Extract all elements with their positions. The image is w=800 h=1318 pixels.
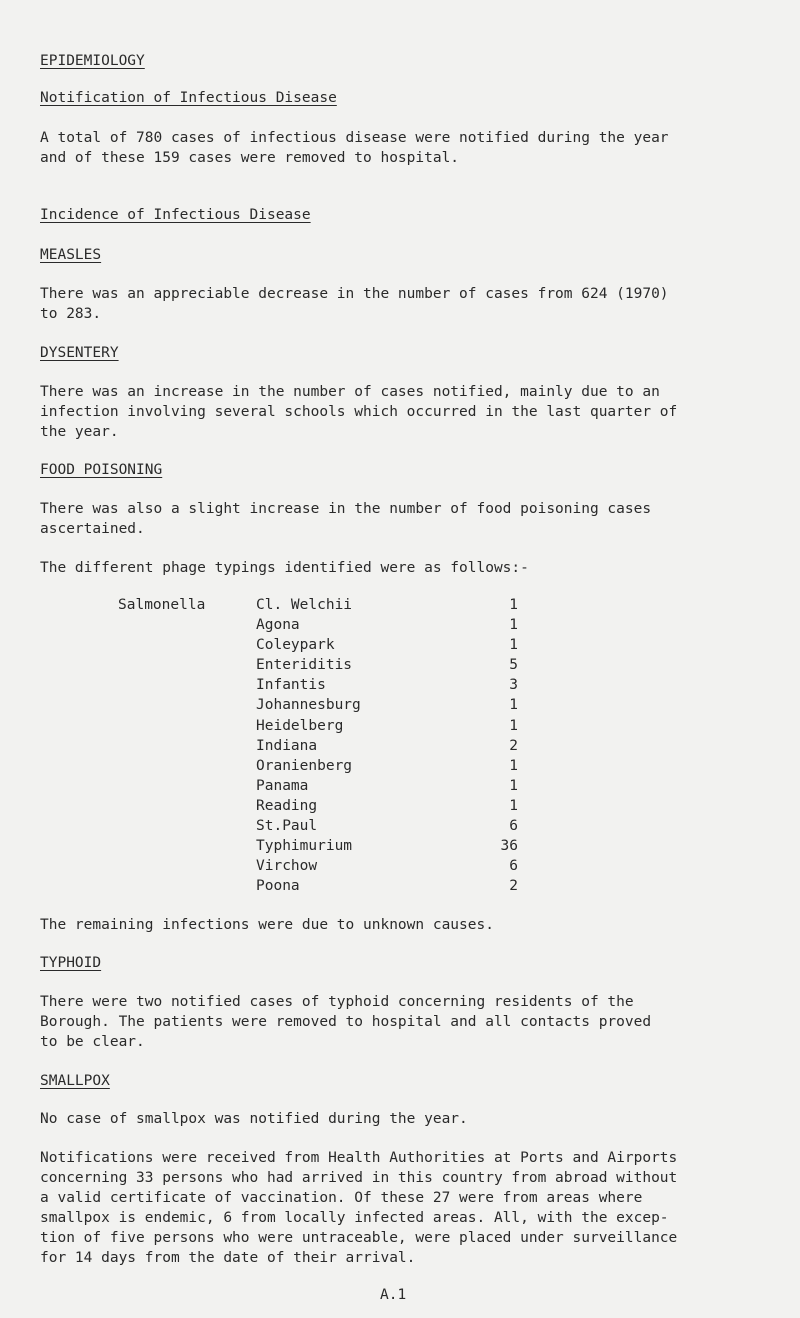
typing-name: Virchow	[256, 858, 318, 875]
typing-count: 2	[509, 878, 518, 895]
text-line: a valid certificate of vaccination. Of these 27 were from areas where	[40, 1190, 643, 1206]
typing-count: 6	[509, 858, 518, 875]
dysentery-heading: DYSENTERY	[40, 345, 119, 361]
text-line: Borough. The patients were removed to hospital and all contacts proved	[40, 1014, 652, 1030]
typing-name: Typhimurium	[256, 838, 353, 855]
typing-count: 1	[509, 717, 518, 734]
text-line: There was also a slight increase in the number of food poisoning cases	[40, 501, 652, 517]
smallpox-paragraph	[40, 1148, 770, 1268]
text-line: smallpox is endemic, 6 from locally infected areas. All, with the excep-	[40, 1210, 669, 1226]
dysentery-paragraph	[40, 382, 770, 442]
typing-count: 5	[509, 657, 518, 674]
typing-name: Oranienberg	[256, 757, 353, 774]
typing-name: Enteriditis	[256, 657, 353, 674]
typing-count: 36	[500, 838, 518, 855]
typing-name: Heidelberg	[256, 717, 344, 734]
typing-name: Reading	[256, 797, 318, 814]
measles-paragraph	[40, 284, 770, 324]
remaining-infections-text: The remaining infections were due to unknown causes.	[40, 917, 494, 933]
typing-count: 1	[509, 757, 518, 774]
typing-name: Coleypark	[256, 637, 335, 654]
food-poisoning-paragraph	[40, 499, 770, 539]
text-line: There was an appreciable decrease in the number of cases from 624 (1970)	[40, 286, 669, 302]
text-line: infection involving several schools which occurred in the last quarter of	[40, 404, 678, 420]
typing-count: 1	[509, 777, 518, 794]
text-line: There was an increase in the number of cases notified, mainly due to an	[40, 384, 660, 400]
text-line: to 283.	[40, 306, 102, 322]
text-line: A total of 780 cases of infectious disease were notified during the year	[40, 130, 669, 146]
typing-count: 1	[509, 617, 518, 634]
text-line: concerning 33 persons who had arrived in this country from abroad without	[40, 1170, 678, 1186]
text-line: There were two notified cases of typhoid concerning residents of the	[40, 994, 634, 1010]
notification-heading: Notification of Infectious Disease	[40, 90, 337, 106]
typing-name: Panama	[256, 777, 309, 794]
text-line: to be clear.	[40, 1034, 145, 1050]
typing-count: 6	[509, 818, 518, 835]
smallpox-heading: SMALLPOX	[40, 1073, 110, 1089]
text-line: ascertained.	[40, 521, 145, 537]
text-line: tion of five persons who were untraceable, were placed under surveillance	[40, 1230, 678, 1246]
measles-heading: MEASLES	[40, 247, 102, 263]
typing-name: Poona	[256, 878, 300, 895]
typing-count: 1	[509, 597, 518, 613]
typing-count: 1	[509, 637, 518, 654]
typing-count: 1	[509, 797, 518, 814]
typing-count: 2	[509, 737, 518, 754]
typing-name: Agona	[256, 617, 300, 634]
typing-name: Johannesburg	[256, 697, 361, 714]
page-number: A.1	[380, 1287, 407, 1303]
typing-name: Cl. Welchii	[256, 597, 353, 613]
typing-count: 3	[509, 677, 518, 694]
genus-label: Salmonella	[118, 597, 206, 613]
typhoid-paragraph	[40, 992, 770, 1052]
text-line: and of these 159 cases were removed to hospital.	[40, 150, 460, 166]
phage-typings-intro: The different phage typings identified were as follows:-	[40, 560, 529, 576]
typhoid-heading: TYPHOID	[40, 955, 102, 971]
smallpox-first-line: No case of smallpox was notified during the year.	[40, 1111, 468, 1127]
food-poisoning-heading: FOOD POISONING	[40, 462, 163, 478]
notification-paragraph	[40, 128, 770, 168]
typing-name: Indiana	[256, 737, 318, 754]
typing-name: St.Paul	[256, 818, 318, 835]
text-line: Notifications were received from Health Authorities at Ports and Airports	[40, 1150, 678, 1166]
incidence-heading: Incidence of Infectious Disease	[40, 207, 311, 223]
text-line: for 14 days from the date of their arrival.	[40, 1250, 416, 1266]
typing-count: 1	[509, 697, 518, 714]
page-title: EPIDEMIOLOGY	[40, 53, 145, 69]
text-line: the year.	[40, 424, 119, 440]
typing-name: Infantis	[256, 677, 326, 694]
